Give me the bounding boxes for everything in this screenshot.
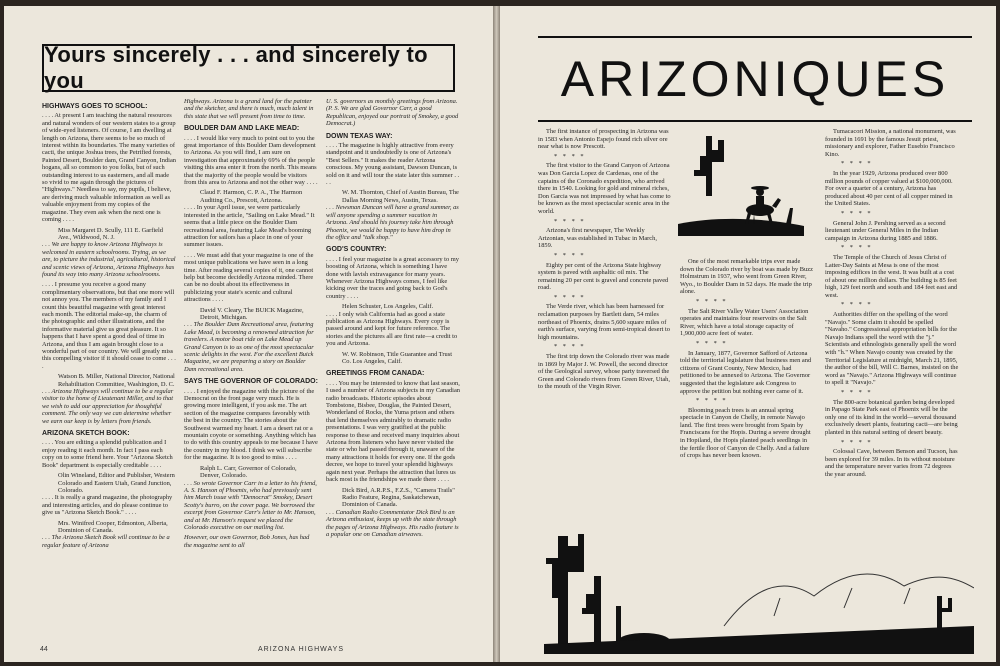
separator-stars: * * * * <box>696 297 728 305</box>
paragraph: . . . . The magazine is highly attractive from every standpoint and it undoubtedly is one of Arizona's "Best Sellers." It makes the reader Arizona conscious. My young assistant, Dawson Duncan, is sold on it and will tour the state later this summer . . . . <box>326 142 460 187</box>
editor-reply: . . . Canadian Radio Commentator Dick Bird is an Arizona enthusiast, keeps up with the state through the pages of Arizona Highways. His radio feature is a popular one on Canadian airwaves. <box>326 508 459 538</box>
letter-signature: Helen Schuster, Los Angeles, Calif. <box>342 303 434 311</box>
paragraph: . . . . It is really a grand magazine, the photography and interesting articles, and do please continue to give us "Arizona Sketch Book." . . . . <box>42 494 173 517</box>
separator-stars: * * * * <box>841 209 873 217</box>
left-page <box>4 6 493 662</box>
letter-heading: SAYS THE GOVERNOR OF COLORADO: <box>184 378 318 386</box>
arizoniques-masthead <box>538 36 972 122</box>
paragraph: . . . . In your April issue, we were particularly interested in the article, "Sailing on Lake Mead." It seems that a little piece on the Boulder Dam recreational area, featuring Lake Mead's booming attraction for sailors has a place in one of your summer issues. <box>184 204 315 249</box>
page-number: 44 <box>40 646 48 653</box>
separator-stars: * * * * <box>696 339 728 347</box>
letter-signature: Mrs. Winifred Cooper, Edmonton, Alberta, Dominion of Canada. <box>58 519 168 534</box>
separator-stars: * * * * <box>554 152 586 160</box>
separator-stars: * * * * <box>696 397 728 405</box>
letters-banner-title: Yours sincerely . . . and sincerely to you <box>44 42 428 93</box>
separator-stars: * * * * <box>554 343 586 351</box>
letter-signature: Olin Wineland, Editor and Publisher, Western Colorado and Eastern Utah, Grand Junction, Colorado. <box>58 472 175 494</box>
separator-stars: * * * * <box>554 217 586 225</box>
separator-stars: * * * * <box>841 301 873 309</box>
page-title: ARIZONIQUES <box>560 51 950 107</box>
paragraph: . . . . We must add that your magazine is one of the most unique publications we have seen in a long time. After reading several copies of it, one cannot help but become decidedly Arizona minded. There can be no doubt about its effectiveness in publicizing your state's scenic and cultural attractions . . . . <box>184 251 314 304</box>
letter-signature: Dick Bird, A.R.P.S., F.Z.S., "Camera Trails" Radio Feature, Regina, Saskatchewan, Dominion of Canada. <box>342 486 455 509</box>
editor-reply: U. S. governors as monthly greetings from Arizona. (P. S. We are glad Governor Carr, a good Republican, enjoyed our portrait of Smokey, a good Democrat.) <box>326 98 459 128</box>
saguaro-rider-icon <box>676 126 806 254</box>
letter-signature: David V. Cleary, The BUICK Magazine, Detroit, Michigan. <box>200 306 304 321</box>
right-page <box>500 6 996 662</box>
paragraph: . . . . I only wish California had as good a state publication as Arizona Highways. Every copy is passed around and kept for future reference. The stories and the pictures all are first rate—a credit to you and Arizona. <box>326 310 458 348</box>
paragraph: Tumacacori Mission, a national monument, was founded in 1691 by the famous Jesuit priest, missionary and explorer, Father Eusebio Francisco Kino. <box>825 128 956 158</box>
paragraph: Colossal Cave, between Benson and Tucson, has been explored for 39 miles. In its without moisture and the temperature never varies from 72 degrees the year around. <box>825 448 958 478</box>
paragraph: . . . . I would like very much to point out to you the great importance of this Boulder Dam development to Arizona. As you will find, I am sure on investigation that approximately 69% of the people visiting this area enter it from the north. This means that the majority of the people would be visitors from this area to Arizona and not the other way . . . . <box>184 134 318 187</box>
letter-signature: Claud F. Harmon, C. P. A., The Harmon Auditing Co., Prescott, Arizona. <box>200 189 303 204</box>
paragraph: The first visitor to the Grand Canyon of Arizona was Don Garcia Lopez de Cardenas, one of the captains of the Coronado expedition, who arrived there in 1540. Looking for gold and mineral riches, Don Garcia was not impressed by what has come to be known as the most spectacular scenic area in the world. <box>538 162 671 215</box>
separator-stars: * * * * <box>554 251 586 259</box>
editor-reply: However, our own Governor, Bob Jones, has had the magazine sent to all <box>184 534 310 549</box>
letter-heading: DOWN TEXAS WAY: <box>326 132 393 140</box>
paragraph: General John J. Pershing served as a second lieutenant under General Miles in the Indian campaign in Arizona during 1885 and 1886. <box>825 219 946 242</box>
letter-signature: Miss Margaret D. Scully, 111 E. Garfield Ave., Wildwood, N. J. <box>58 226 163 241</box>
letter-heading: GREETINGS FROM CANADA: <box>326 370 425 378</box>
letters-banner <box>42 44 455 92</box>
separator-stars: * * * * <box>841 389 873 396</box>
paragraph: The 800-acre botanical garden being developed in Papago State Park east of Phoenix will be the only one of its kind in the world—several thousand exclusively desert plants, featuring cacti—are being planted in this natural setting of desert beauty. <box>825 398 958 436</box>
magazine-name-footer: ARIZONA HIGHWAYS <box>258 646 345 653</box>
editor-reply: . . . The Boulder Dam Recreational area, featuring Lake Mead, is becoming a renowned attraction for travelers. A motor boat ride on Lake Mead up Grand Canyon is to us one of the most spectacular scenic delights in the west. For the excellent Buick Magazine, we are preparing a story on Boulder Dam recreational area. <box>184 321 314 373</box>
letter-signature: Ralph L. Carr, Governor of Colorado, Denver, Colorado. <box>200 464 297 480</box>
letter-heading: ARIZONA SKETCH BOOK: <box>42 430 130 438</box>
letter-heading: HIGHWAYS GOES TO SCHOOL: <box>42 103 148 110</box>
facts-column-1 <box>538 128 672 393</box>
letter-heading: GOD'S COUNTRY: <box>326 246 387 254</box>
editor-reply: . . . Newsman Duncan will have a grand summer, as will anyone spending a summer vacation in Arizona. And should his journey take him through Phoenix, we would be happy to have him drop in the office and "talk shop." <box>326 204 459 241</box>
editor-reply: . . . Arizona Highways will continue to be a regular visitor to the home of Lieutenant Miller, and to that we wish to add our appreciation for thoughtful comment. The only way we can determine whether we earn our keep is by letters from friends. <box>42 388 174 425</box>
paragraph: Blooming peach trees is an annual spring spectacle in Canyon de Chelly, in remote Navajo land. The first trees were brought from Spain by Franciscans for the Hopis. During a severe drought in Hopiland, the Hopis planted peach seedlings in the fertile floor of Canyon de Chelly. And a failure of crops has never been known. <box>680 406 811 460</box>
paragraph: The Temple of the Church of Jesus Christ of Latter-Day Saints at Mesa is one of the most imposing edifices in the west. It was built at a cost of about one million dollars. The building is 85 feet high, 129 feet north and south and 184 feet east and west. <box>825 253 958 299</box>
paragraph: The Salt River Valley Water Users' Association operates and maintains four reservoirs on the Salt River, which have a total storage capacity of 1,900,000 acre feet of water. <box>680 307 809 338</box>
paragraph: . . . . I feel your magazine is a great accessory to my boosting of Arizona, which is something I have done with lavish extravagance for many years. Whenever Arizona Highways comes, I feel like kicking over the traces and going back to God's country . . . . <box>326 255 459 300</box>
letters-column-3 <box>326 98 460 541</box>
paragraph: The Verde river, which has been harnessed for reclamation purposes by Bartlett dam, 54 miles northeast of Phoenix, drains 5,600 square miles of earth's surface, varying from semi-tropical desert to high mountains. <box>538 303 670 341</box>
paragraph: In the year 1929, Arizona produced over 800 million pounds of copper valued at $100,000,000. For over a quarter of a century, Arizona has produced about 40 per cent of all copper mined in the United States. <box>825 169 953 208</box>
gutter <box>493 6 500 662</box>
editor-reply: . . . The Arizona Sketch Book will continue to be a regular feature of Arizona <box>42 534 170 549</box>
letter-signature: Watson B. Miller, National Director, National Rehabilitation Committee, Washington, D. C. <box>58 373 175 388</box>
editor-reply: . . . So wrote Governor Carr in a letter to his friend, A. S. Hanson of Phoenix, who had previously sent him March issue with "Democrat" Smokey, Desert Scotty's burro, on the cover page. We borrowed the excerpt from Governor Carr's letter to Mr. Hanson, and at Mr. Hanson's request we placed the Colorado executive on our mailing list. <box>184 479 317 531</box>
separator-stars: * * * * <box>841 438 873 446</box>
paragraph: . . . . I enjoyed the magazine with the picture of the Democrat on the front page very much. He is growing more intelligent, if you ask me. The art section of the magazine compares favorably with the best in the country. The stories about the Southwest warmed my heart. I am a desert rat or a mountain coyote or something. Anything which has to do with this country appeals to me because I have the country in my blood. I think we will subscribe for the magazine. It is too good to miss . . . . <box>184 387 318 462</box>
letter-signature: W. M. Thornton, Chief of Austin Bureau, The Dallas Morning News, Austin, Texas. <box>342 189 459 204</box>
paragraph: Eighty per cent of the Arizona State highway system is paved with asphaltic oil mix. The remaining 20 per cent is gravel and concrete paved road. <box>538 261 669 292</box>
letters-column-2 <box>184 98 318 552</box>
separator-stars: * * * * <box>554 293 586 301</box>
letters-column-1 <box>42 98 176 552</box>
separator-stars: * * * * <box>841 160 873 168</box>
paragraph: One of the most remarkable trips ever made down the Colorado river by boat was made by Buzz Holmstrum in 1937, who went from Green River, Wyo., to Boulder Dam in 52 days. He made the trip alone. <box>680 258 813 296</box>
separator-stars: * * * * <box>841 244 873 252</box>
paragraph: In January, 1877, Governor Safford of Arizona told the territorial legislature that business men and citizens of Grant County, New Mexico, had petitioned to be annexed to Arizona. The Governor suggested that the legislature ask Congress to approve the petition but nothing ever came of it. <box>680 349 812 395</box>
paragraph: . . . . At present I am teaching the natural resources and natural wonders of our western states to a group of wide-eyed listeners. Of course, I am dwelling at length on Arizona, there seems to be so much of interest within its boundaries. The many varieties of cacti, the unique Joshua trees, the Petrified forests, Painted Desert, Boulder dam, Grand Canyon, Indian hogans, all so common to you folks, but of such outstanding interest to us easterners, and all made so vivid to me again through the pictures of "Highways." Needless to say, my pupils, I believe, are deriving much valuable information as well as valuable enjoyment from my copies of the magazine. They even ask when the next one is coming . . . . <box>42 112 176 224</box>
paragraph: The first instance of prospecting in Arizona was in 1583 when Antonio Espejo found rich silver ore near what is now Prescott. <box>538 128 669 151</box>
facts-column-3 <box>825 128 960 481</box>
paragraph: . . . . I presume you receive a good many complimentary observations, but that one more will not annoy you. The members of my family and I count this beautiful magazine with great interest each month. The editorial make-up, the charm of the photographic and other illustrations, and the informative material give us great pleasure. It so happens that I have spent a good deal of time in Arizona, and thus I am again brought close to a wonderful part of our country. We will greatly miss this compelling visitor if it should cease to come . . . . <box>42 281 176 370</box>
editor-reply: . . . We are happy to know Arizona Highways is welcomed in eastern schoolrooms. Trying, as we are, to picture the industrial, agricultural, historical and scenic views of Arizona, Arizona Highways has found its way into many Arizona schoolrooms. <box>42 241 176 278</box>
paragraph: . . . . You may be interested to know that last season, I used a number of Arizona subjects in my Canadian radio broadcasts. Historic episodes about Tombstone, Bisbee, Douglas, the Painted Desert, Wonderland of Rocks, the Yuma prison and others that lend themselves admirably to dramatic radio presentations. I was very gratified at the public response to these and received many inquiries about Arizona from listeners who have never visited the state or who had passed through it, unaware of the many attractions it holds for every one. If the gods decree, we hope to travel your splendid highways again next year. Perhaps the attraction that lures us back most is the friendships we made there . . . . <box>326 379 460 484</box>
paragraph: . . . . You are editing a splendid publication and I enjoy reading it each month. In fact I pass each copy on to some friend here. Your "Arizona Sketch Book" department is especially creditable . . . . <box>42 439 173 469</box>
letter-signature: W. W. Robinson, Title Guarantee and Trust Co. Los Angeles, Calif. <box>342 350 453 365</box>
letter-heading: BOULDER DAM AND LAKE MEAD: <box>184 125 300 133</box>
editor-reply: Highways. Arizona is a grand land for the painter and the sketcher, and there is much, much talent in this state that we will present from time to time. <box>184 98 314 120</box>
paragraph: Arizona's first newspaper, The Weekly Arizonian, was established in Tubac in March, 1859. <box>538 227 657 250</box>
paragraph: The first trip down the Colorado river was made in 1869 by Major J. W. Powell, the second director of the Geological survey, whose party traversed the Green and Colorado rivers from Green River, Utah, to the mouth of the Virgin River. <box>538 353 670 391</box>
desert-cactus-landscape-icon <box>544 476 974 654</box>
paragraph: Authorities differ on the spelling of the word "Navajo." Some claim it should be spelled "Navaho." Congressional appropriation bills for the Navajo Indians spell the word with the "j." Scientists and ethnologists generally spell the word with "h." When Navajo county was created by the Territorial Legislature at midnight, March 21, 1895, the author of the bill, Will C. Barnes, insisted on the word as "Navajo." Arizona Highways will continue to spell it "Navajo." <box>825 311 959 387</box>
facts-column-2 <box>680 258 816 462</box>
